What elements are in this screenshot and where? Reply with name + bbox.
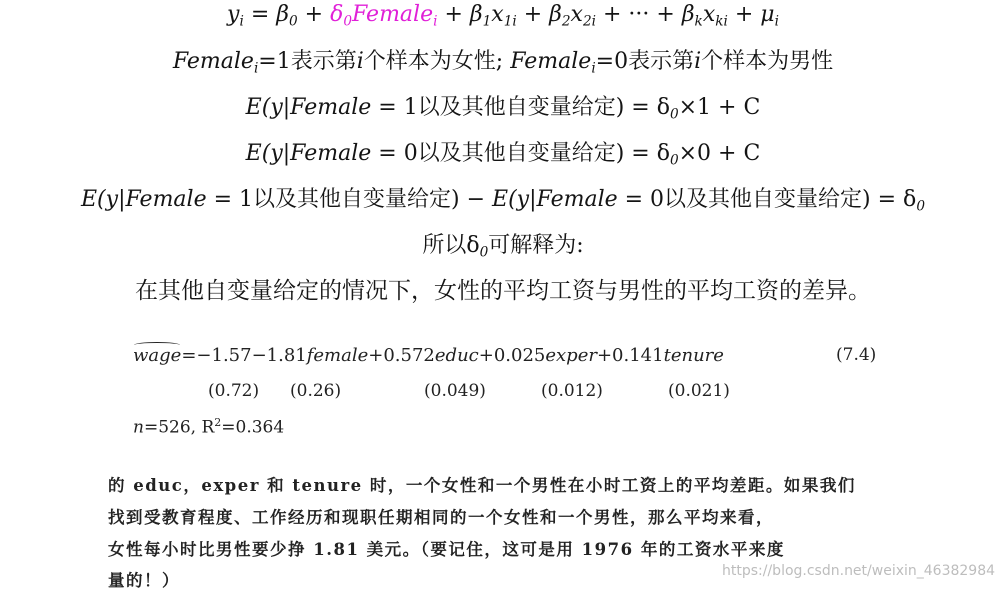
csdn-watermark: https://blog.csdn.net/weixin_46382984: [722, 563, 996, 579]
std-error: (0.72): [208, 381, 260, 401]
paragraph-line: 女性每小时比男性要少挣 1.81 美元。（要记住，这可是用 1976 年的工资水平来度: [108, 540, 785, 559]
def-part-4: 个样本为男性: [701, 49, 834, 74]
expectation-female-1: [0, 90, 1006, 122]
formula-delta-sub: 0: [343, 13, 352, 30]
formula-beta0: β: [276, 2, 289, 27]
formula-dots: + ··· +: [596, 2, 682, 27]
formula-plus-1: +: [297, 2, 331, 27]
formula-sub-i: i: [239, 13, 244, 30]
eq-tenure: tenure: [663, 345, 724, 366]
equation-number: (7.4): [836, 345, 877, 365]
exp1-mid: = 1以及其他自变量给定) = δ: [371, 95, 670, 120]
exp0-left: E(y|Female: [245, 141, 372, 166]
exp0-right: ×0 + C: [678, 141, 761, 166]
expectation-difference: [0, 182, 1006, 214]
diff-d: = 0以及其他自变量给定) = δ: [617, 187, 917, 212]
formula-beta2: β: [549, 2, 562, 27]
diff-c: E(y|Female: [492, 187, 618, 212]
regression-model-formula: [0, 2, 1006, 29]
exp0-sub: 0: [669, 152, 679, 169]
eq-exper: exper: [545, 345, 597, 366]
paragraph-line: 的 educ，exper 和 tenure 时，一个女性和一个男性在小时工资上的平均差距。如果我们: [108, 476, 856, 495]
n-rest: =526, R: [143, 417, 215, 438]
formula-x2: x: [570, 2, 583, 27]
formula-betak: β: [681, 2, 695, 27]
def-i-2: i: [694, 49, 702, 74]
estimated-equation: [133, 345, 724, 366]
wage-hat: wage: [133, 345, 182, 366]
interp-b: 可解释为:: [488, 233, 584, 258]
eq-educ: educ: [434, 345, 479, 366]
formula-beta1-sub: 1: [482, 13, 492, 30]
eq-part-1: =−1.57−1.81: [181, 345, 307, 366]
formula-equals: =: [243, 2, 277, 27]
exp1-right: ×1 + C: [678, 95, 761, 120]
formula-plus-3: +: [516, 2, 550, 27]
eq-part-4: +0.141: [596, 345, 664, 366]
r2-value: =0.364: [221, 417, 285, 438]
formula-x2-sub: 2i: [582, 13, 596, 30]
diff-a: E(y|Female: [81, 187, 207, 212]
eq-part-2: +0.572: [368, 345, 435, 366]
formula-female-sub: i: [433, 13, 438, 30]
std-error: (0.012): [541, 381, 603, 401]
diff-sub: 0: [916, 198, 925, 215]
interp-a: 所以δ: [422, 233, 480, 258]
def-female-1: Female: [172, 49, 254, 74]
interpretation-heading: [0, 228, 1006, 260]
std-error: (0.26): [290, 381, 342, 401]
def-part-1: =1表示第: [258, 49, 357, 74]
formula-mu: μ: [760, 2, 775, 27]
formula-x1: x: [491, 2, 504, 27]
paragraph-line: 量的！）: [108, 571, 180, 590]
formula-xk-sub: ki: [715, 13, 728, 30]
dummy-definition: [0, 44, 1006, 76]
formula-y: y: [227, 2, 240, 27]
interpretation-text: 在其他自变量给定的情况下，女性的平均工资与男性的平均工资的差异。: [135, 278, 871, 304]
formula-xk: x: [702, 2, 716, 27]
exp1-sub: 0: [669, 106, 679, 123]
formula-beta2-sub: 2: [561, 13, 571, 30]
eq-female: female: [306, 345, 369, 366]
eq-part-3: +0.025: [478, 345, 546, 366]
diff-b: = 1以及其他自变量给定) −: [206, 187, 493, 212]
exp1-left: E(y|Female: [245, 95, 372, 120]
def-i-1: i: [356, 49, 364, 74]
formula-beta1: β: [469, 2, 483, 27]
paragraph-line: 找到受教育程度、工作经历和现职任期相同的一个女性和一个男性，那么平均来看，: [108, 508, 774, 527]
formula-female: Female: [351, 2, 434, 27]
formula-sub-0: 0: [288, 13, 298, 30]
std-error: (0.049): [424, 381, 486, 401]
sample-size-r2: [133, 416, 284, 438]
formula-plus-4: +: [727, 2, 761, 27]
interp-sub: 0: [479, 244, 489, 261]
expectation-female-0: [0, 136, 1006, 168]
formula-x1-sub: 1i: [503, 13, 517, 30]
def-sub-i-2: i: [591, 60, 596, 77]
def-female-2: Female: [510, 49, 592, 74]
std-error: (0.021): [668, 381, 730, 401]
def-part-2: 个样本为女性;: [363, 49, 511, 74]
exp0-mid: = 0以及其他自变量给定) = δ: [371, 141, 670, 166]
n-symbol: n: [133, 417, 144, 438]
formula-plus-2: +: [437, 2, 470, 27]
formula-delta: δ: [330, 2, 344, 27]
def-part-3: =0表示第: [595, 49, 695, 74]
formula-mu-sub: i: [774, 13, 779, 30]
def-sub-i-1: i: [253, 60, 259, 77]
formula-betak-sub: k: [694, 13, 703, 30]
r2-superscript: 2: [214, 416, 222, 429]
